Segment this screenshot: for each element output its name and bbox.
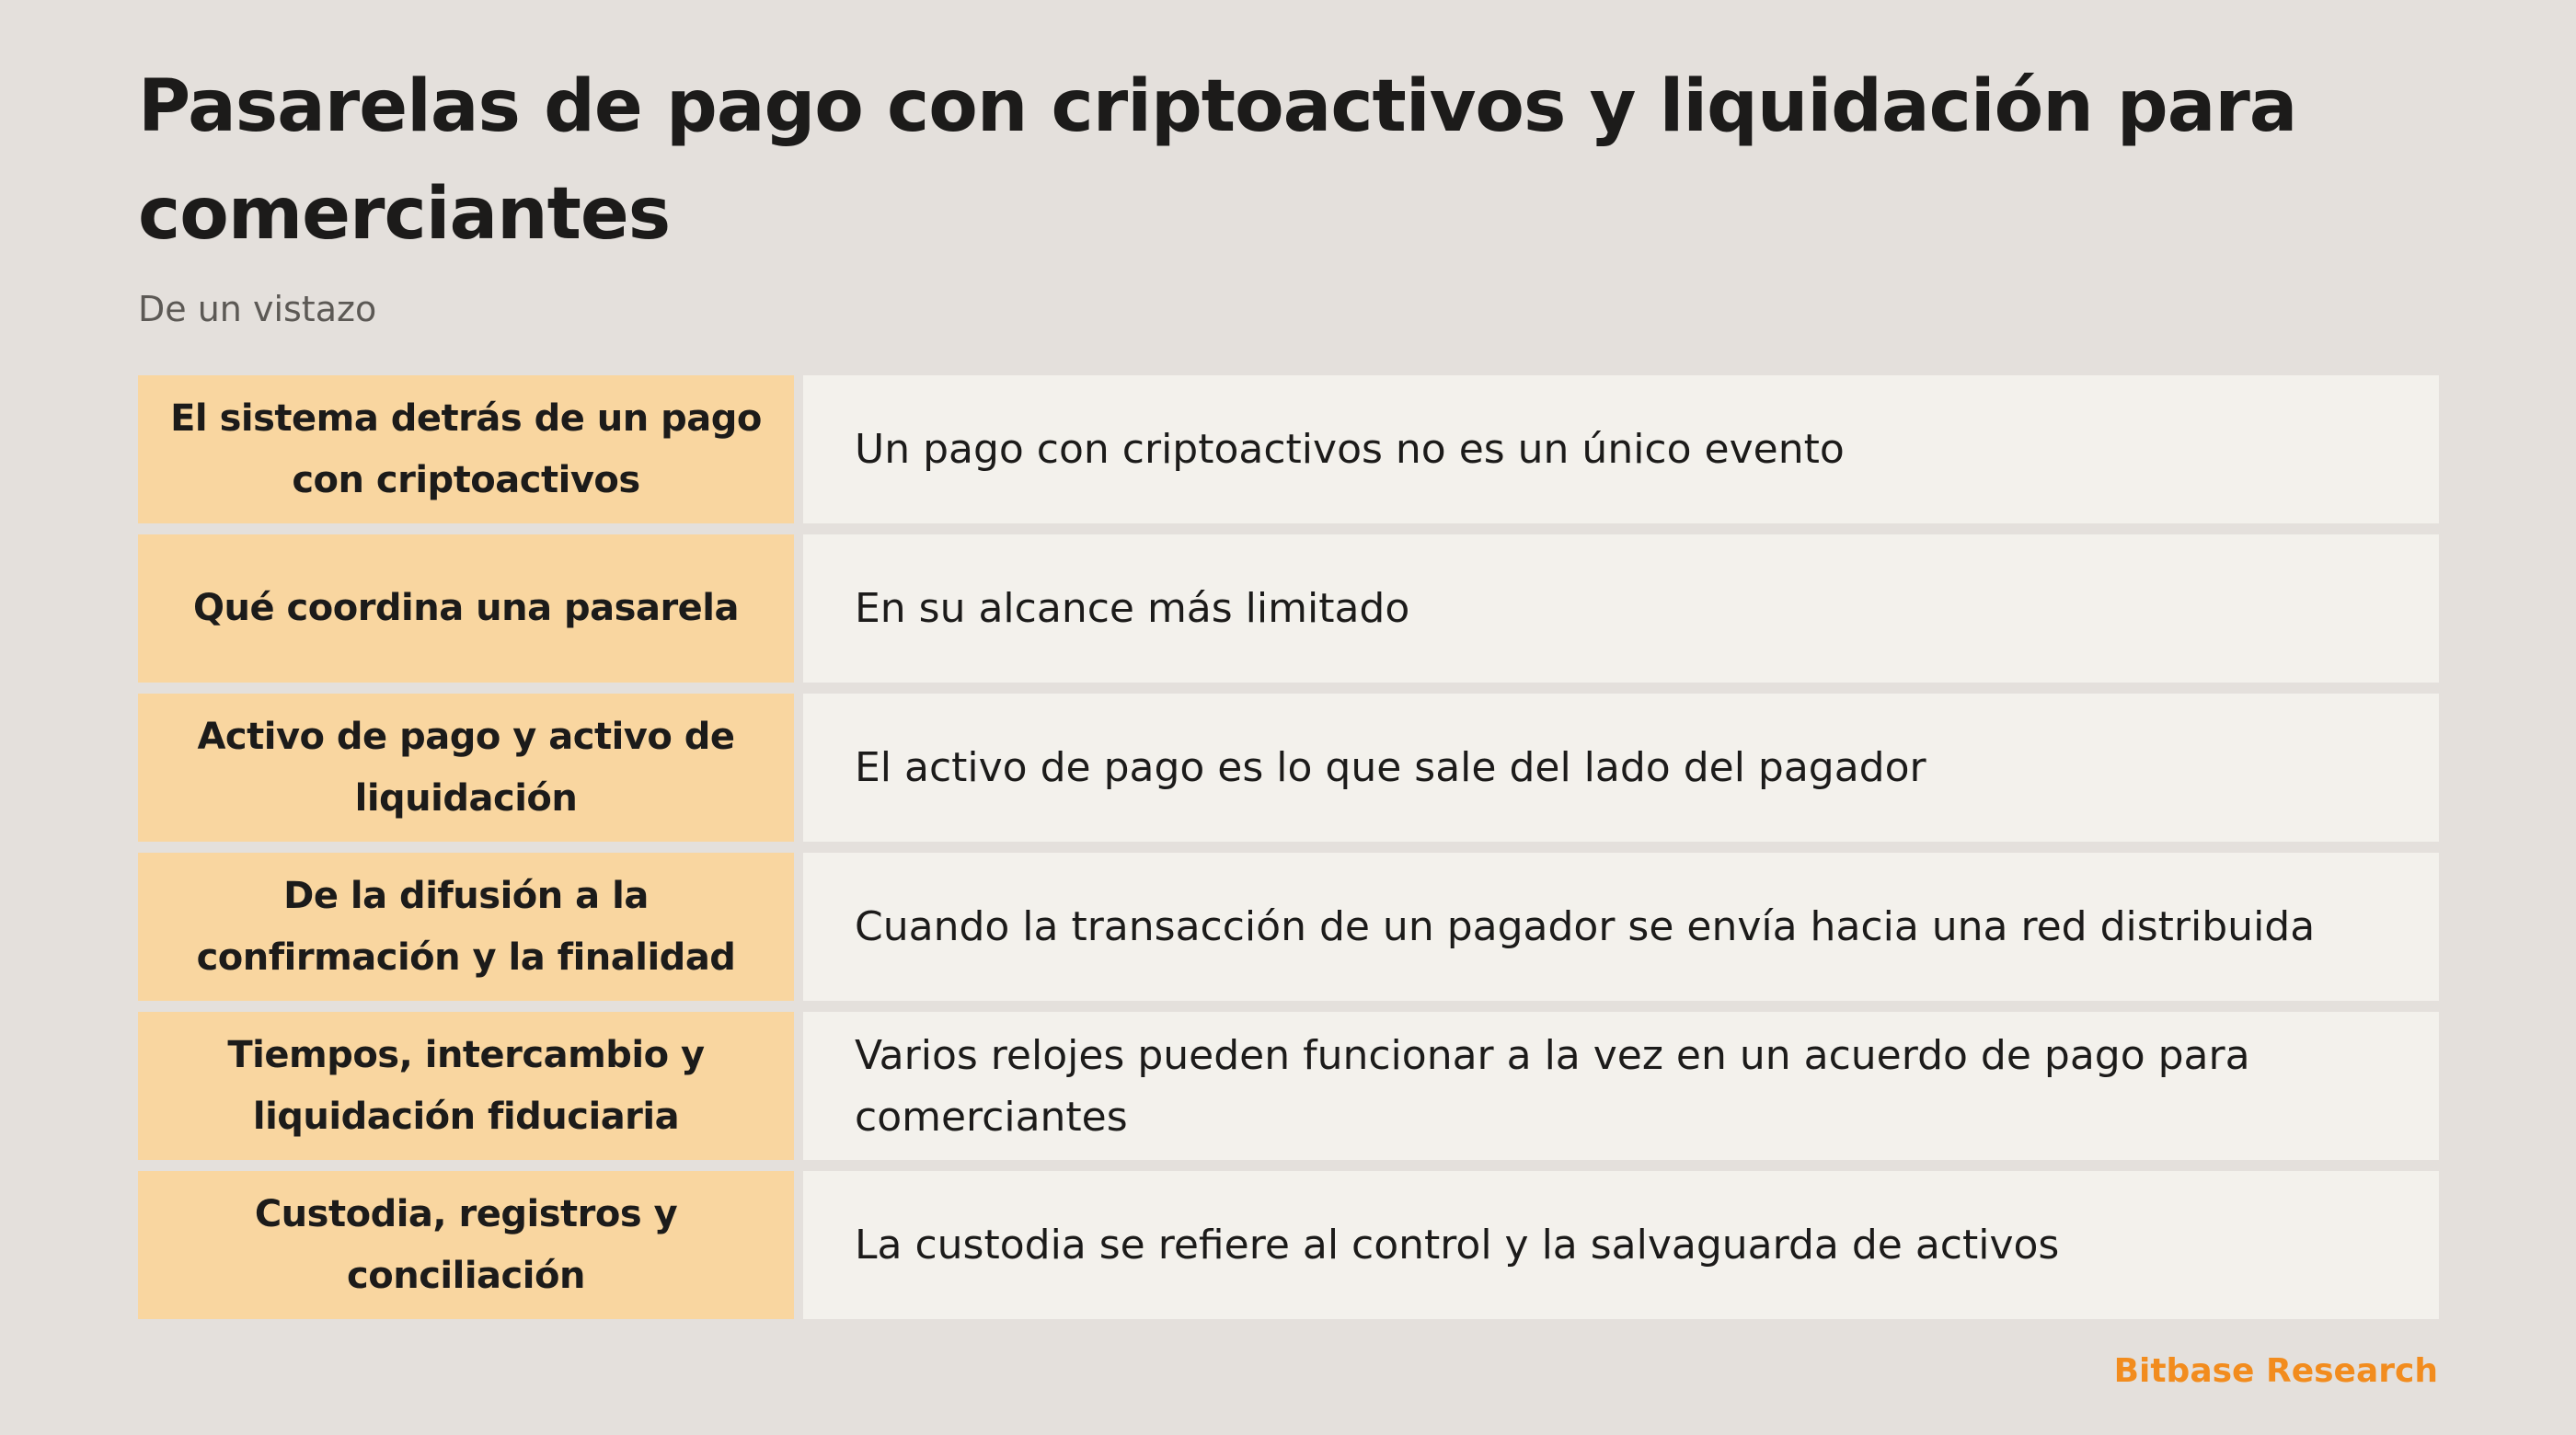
page-subtitle: De un vistazo xyxy=(138,289,377,329)
row-heading: Tiempos, intercambio y liquidación fiduciaria xyxy=(138,1012,794,1160)
row-heading: De la difusión a la confirmación y la finalidad xyxy=(138,853,794,1001)
row-text: El activo de pago es lo que sale del lado del pagador xyxy=(803,694,2439,842)
row-text: Cuando la transacción de un pagador se envía hacia una red distribuida xyxy=(803,853,2439,1001)
page-title: Pasarelas de pago con criptoactivos y liquidación para comerciantes xyxy=(138,65,2297,256)
table-row xyxy=(138,1012,2439,1160)
table-row xyxy=(138,375,2439,523)
row-text: En su alcance más limitado xyxy=(803,534,2439,683)
table-row xyxy=(138,694,2439,842)
table-row xyxy=(138,1171,2439,1319)
row-heading: Custodia, registros y conciliación xyxy=(138,1171,794,1319)
summary-table xyxy=(138,375,2439,1319)
row-text: La custodia se refiere al control y la salvaguarda de activos xyxy=(803,1171,2439,1319)
table-row xyxy=(138,853,2439,1001)
row-heading: El sistema detrás de un pago con criptoactivos xyxy=(138,375,794,523)
brand-label: Bitbase Research xyxy=(2113,1352,2438,1390)
row-text: Un pago con criptoactivos no es un único evento xyxy=(803,375,2439,523)
row-heading: Qué coordina una pasarela xyxy=(138,534,794,683)
row-text: Varios relojes pueden funcionar a la vez en un acuerdo de pago para comerciantes xyxy=(803,1012,2439,1160)
row-heading: Activo de pago y activo de liquidación xyxy=(138,694,794,842)
table-row xyxy=(138,534,2439,683)
